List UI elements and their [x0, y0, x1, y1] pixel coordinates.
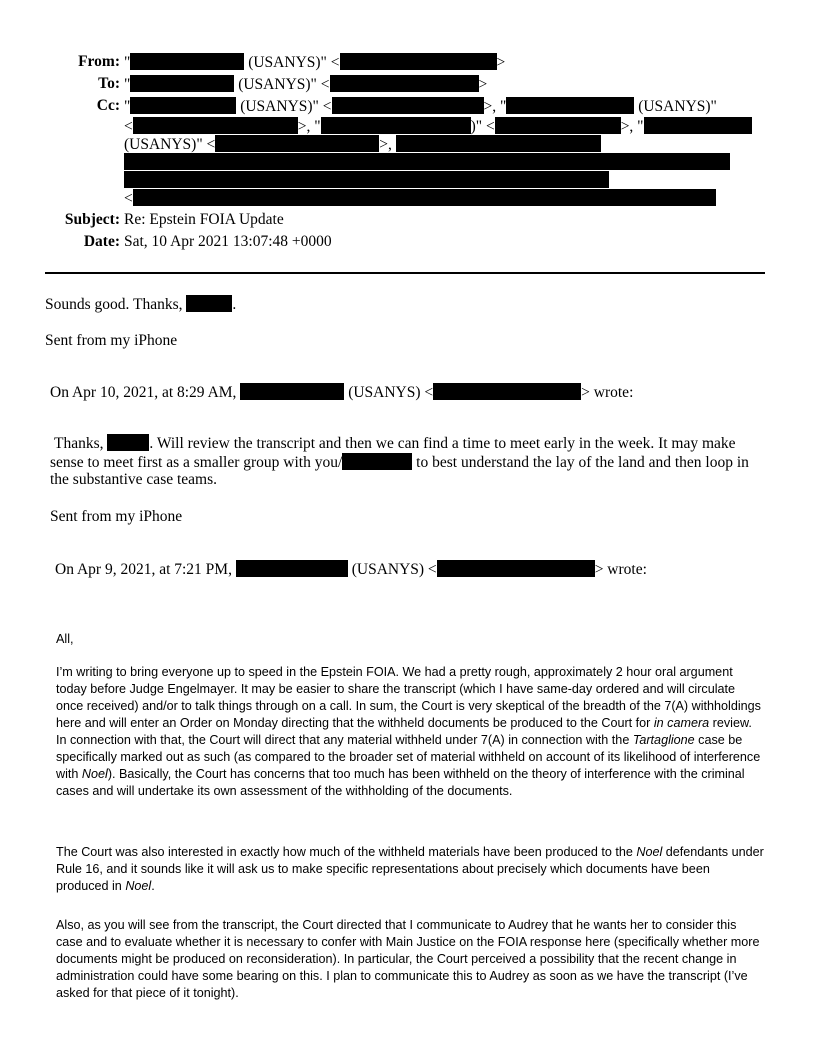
reply-line: [45, 295, 236, 314]
email-open: <: [322, 98, 332, 115]
quote1-text: to best understand the lay of the land and then loop in: [412, 454, 749, 471]
quote1-text: sense to meet first as a smaller group with you/: [50, 454, 343, 471]
quote-mark: ": [124, 98, 131, 115]
subject-label: Subject:: [64, 211, 120, 228]
redaction-box: [506, 97, 634, 114]
redaction-box: [186, 295, 232, 312]
email-close: >: [478, 76, 488, 93]
italic-run: Tartaglione: [632, 733, 695, 747]
quote1-intro-suffix: > wrote:: [581, 384, 634, 401]
reply-text: Sounds good. Thanks,: [45, 296, 183, 313]
quote2-paragraph-3: Also, as you will see from the transcript, the Court directed that I communicate to Audrey that he wants her to consider this case and to evaluate whether it is necessary to confer with Main Justice on the FOIA response here (specifically whether more documents might be produced on reconsideration). In particular, the Court perceived a possibility that the recent change in administration could have some bearing on this. I plan to communicate this to Audrey as soon as we have the transcript (I’ve asked for that piece of it tonight).: [56, 918, 760, 1000]
redaction-box: [130, 97, 236, 114]
reply-punct: .: [232, 296, 237, 313]
from-org: (USANYS)": [248, 54, 327, 71]
redaction-box: [433, 383, 581, 400]
redaction-box: [133, 189, 716, 206]
quote1-intro-text: On Apr 10, 2021, at 8:29 AM,: [50, 384, 237, 401]
cc-org: (USANYS)": [638, 98, 717, 115]
quote1-intro-org: (USANYS) <: [348, 384, 434, 401]
subject-value: Re: Epstein FOIA Update: [124, 211, 284, 228]
quote1-line-2: [50, 453, 749, 472]
redaction-box: [236, 560, 348, 577]
to-org: (USANYS)": [238, 76, 317, 93]
separator: >,: [379, 136, 392, 153]
italic-run: Noel: [636, 845, 663, 859]
quote1-text: . Will review the transcript and then we can find a time to meet early in the week. It may make: [149, 435, 736, 452]
italic-run: Noel: [125, 879, 152, 893]
quote2-intro: [55, 560, 647, 579]
email-open: <: [124, 118, 133, 135]
cc-line-1: [124, 97, 717, 116]
redaction-box: [107, 434, 149, 451]
redaction-box: [133, 117, 298, 134]
email-open: <: [320, 76, 330, 93]
redaction-box: [330, 75, 479, 92]
italic-run: in camera: [653, 716, 710, 730]
cc-line-4: [124, 153, 730, 172]
cc-label: Cc:: [96, 97, 120, 114]
to-label: To:: [98, 75, 120, 92]
date-value: Sat, 10 Apr 2021 13:07:48 +0000: [124, 233, 332, 250]
quote2-intro-text: On Apr 9, 2021, at 7:21 PM,: [55, 561, 232, 578]
text-run: The Court was also interested in exactly how much of the withheld materials have been produced to the: [56, 845, 637, 859]
redaction-box: [215, 135, 379, 152]
redaction-box: [240, 383, 344, 400]
quote2-paragraph-2: [56, 844, 764, 895]
quote1-line-1: [54, 434, 736, 453]
text-run: defendants under Rule 16, and it sounds like it will ask us to make specific representations about precisely which documents have been produced in: [56, 845, 764, 893]
redaction-box: [130, 75, 234, 92]
separator: >, ": [297, 118, 321, 135]
email-close: >: [496, 54, 506, 71]
from-label: From:: [78, 53, 120, 70]
quote1-line-3: the substantive case teams.: [50, 471, 218, 488]
quote-mark: ": [124, 54, 131, 71]
date-label: Date:: [83, 233, 120, 250]
text-run: review. In connection with that, the Court will direct that any material withheld under 7(A) in connection with the: [56, 716, 752, 747]
cc-line-6: [124, 189, 716, 208]
redaction-box: [437, 560, 595, 577]
text-run: case be specifically marked out as such (as compared to the broader set of material withheld on account of its likelihood of interference with: [56, 733, 761, 781]
cc-org: (USANYS)": [240, 98, 319, 115]
quote2-greeting: All,: [56, 632, 74, 646]
text-run: .: [151, 879, 155, 893]
cc-line-3: [124, 135, 601, 154]
redaction-box: [495, 117, 621, 134]
redaction-box: [124, 153, 730, 170]
to-value: [124, 75, 487, 94]
email-open: <: [330, 54, 340, 71]
email-open: <: [124, 190, 133, 207]
italic-run: Noel: [81, 767, 108, 781]
quote2-paragraph-1: [56, 664, 764, 800]
text-run: ). Basically, the Court has concerns that too much has been withheld on the theory of interference with the criminal cases and will undertake its own assessment of the withholding of the documents.: [56, 767, 745, 798]
redaction-box: [396, 135, 601, 152]
from-value: [124, 53, 505, 72]
cc-org: (USANYS)" <: [124, 136, 216, 153]
quote1-signature: Sent from my iPhone: [50, 508, 183, 525]
quote1-text: Thanks,: [54, 435, 104, 452]
redaction-box: [332, 97, 484, 114]
header-divider: [45, 272, 765, 274]
text-run: I’m writing to bring everyone up to speed in the Epstein FOIA. We had a pretty rough, approximately 2 hour oral argument today before Judge Engelmayer. It may be easier to share the transcript (which I have same-day ordered and will circulate once received) and/or to talk things through on a call. In sum, the Court is very skeptical of the breadth of the 7(A) withholdings here and will enter an Order on Monday directing that the withheld documents be produced to the Court for: [56, 665, 761, 730]
quote1-intro: [50, 383, 633, 402]
separator: >, ": [483, 98, 507, 115]
cc-line-2: [124, 117, 752, 136]
redaction-box: [644, 117, 752, 134]
cc-line-5: [124, 171, 609, 190]
quote-mark: ": [124, 76, 131, 93]
separator: >, ": [620, 118, 644, 135]
reply-signature: Sent from my iPhone: [45, 332, 178, 349]
separator: )" <: [470, 118, 495, 135]
redaction-box: [130, 53, 244, 70]
redaction-box: [124, 171, 609, 188]
quote2-intro-org: (USANYS) <: [351, 561, 437, 578]
redaction-box: [321, 117, 471, 134]
quote2-intro-suffix: > wrote:: [594, 561, 647, 578]
redaction-box: [342, 453, 412, 470]
redaction-box: [340, 53, 497, 70]
